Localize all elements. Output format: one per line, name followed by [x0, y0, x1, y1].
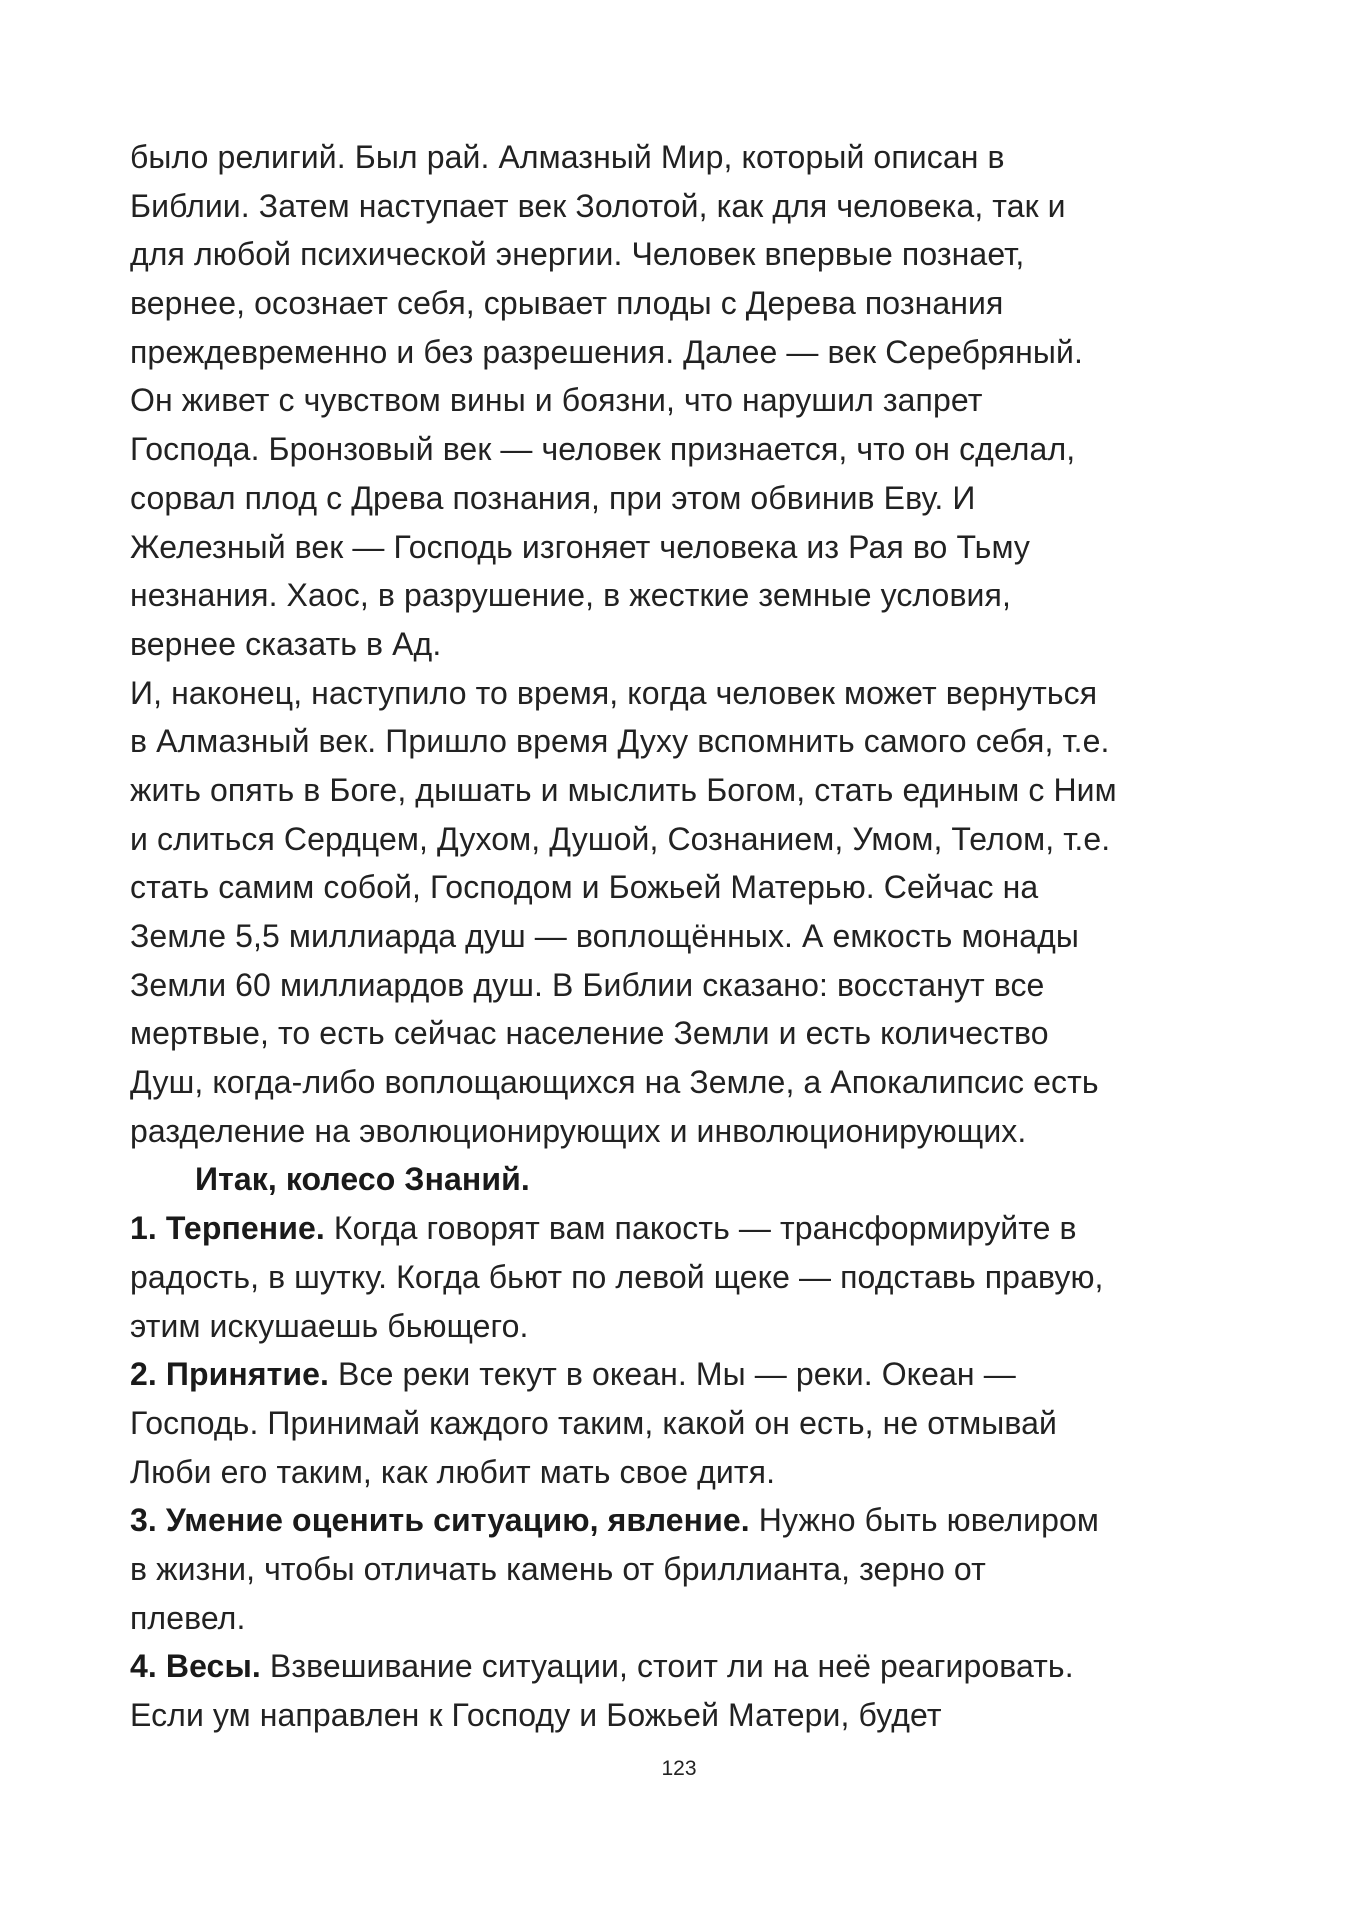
text-line: разделение на эволюционирующих и инволюционирующих. — [130, 1112, 1027, 1149]
text-line: Библии. Затем наступает век Золотой, как для человека, так и — [130, 187, 1066, 224]
text-line: Земли 60 миллиардов душ. В Библии сказано: восстанут все — [130, 966, 1045, 1003]
text-line: для любой психической энергии. Человек впервые познает, — [130, 236, 1025, 273]
text-line: вернее, осознает себя, срывает плоды с Дерева познания — [130, 285, 1004, 322]
text-line: Господа. Бронзовый век — человек признается, что он сделал, — [130, 431, 1076, 468]
text-line: было религий. Был рай. Алмазный Мир, который описан в — [130, 139, 1005, 175]
text-line: и слиться Сердцем, Духом, Душой, Сознанием, Умом, Телом, т.е. — [130, 820, 1111, 857]
text-line: в жизни, чтобы отличать камень от бриллианта, зерно от — [130, 1550, 986, 1587]
list-item-text: Взвешивание ситуации, стоит ли на неё реагировать. — [260, 1648, 1074, 1685]
list-item-terpenie — [130, 1204, 1240, 1253]
text-line: преждевременно и без разрешения. Далее — век Серебряный. — [130, 333, 1083, 370]
section-heading — [130, 1155, 1240, 1204]
text-line: незнания. Хаос, в разрушение, в жесткие земные условия, — [130, 577, 1011, 614]
text-line: мертвые, то есть сейчас население Земли и есть количество — [130, 1015, 1049, 1052]
list-item-text: Нужно быть ювелиром — [749, 1502, 1099, 1539]
list-item-title: 2. Принятие. — [130, 1356, 330, 1393]
text-line: Душ, когда-либо воплощающихся на Земле, а Апокалипсис есть — [130, 1064, 1099, 1101]
text-line: Люби его таким, как любит мать свое дитя. — [130, 1453, 776, 1490]
list-item-title: 3. Умение оценить ситуацию, явление. — [130, 1502, 750, 1539]
text-line: Железный век — Господь изгоняет человека из Рая во Тьму — [130, 528, 1031, 565]
text-line: этим искушаешь бьющего. — [130, 1307, 529, 1344]
list-item-text: Все реки текут в океан. Мы — реки. Океан — — [329, 1356, 1016, 1393]
text-line: Если ум направлен к Господу и Божьей Матери, будет — [130, 1697, 942, 1733]
text-line: стать самим собой, Господом и Божьей Матерью. Сейчас на — [130, 869, 1039, 906]
text-line: Он живет с чувством вины и боязни, что нарушил запрет — [130, 382, 983, 419]
text-line: плевел. — [130, 1599, 246, 1636]
text-line: сорвал плод с Древа познания, при этом обвинив Еву. И — [130, 479, 976, 516]
text-line: И, наконец, наступило то время, когда человек может вернуться — [130, 674, 1098, 711]
list-item-text: Когда говорят вам пакость — трансформируйте в — [324, 1210, 1077, 1247]
text-line: в Алмазный век. Пришло время Духу вспомнить самого себя, т.е. — [130, 723, 1110, 760]
section-heading-text: Итак, колесо Знаний. — [195, 1161, 530, 1198]
list-item-umenie — [130, 1496, 1240, 1545]
text-line: Земле 5,5 миллиарда душ — воплощённых. А емкость монады — [130, 918, 1079, 954]
list-item-title: 1. Терпение. — [130, 1210, 325, 1247]
page-number: 123 — [661, 1757, 697, 1780]
page-body-text — [130, 133, 1240, 1740]
text-line: Господь. Принимай каждого таким, какой он есть, не отмывай — [130, 1404, 1058, 1441]
list-item-prinyatie — [130, 1350, 1240, 1399]
text-line: вернее сказать в Ад. — [130, 625, 442, 662]
list-item-title: 4. Весы. — [130, 1648, 261, 1685]
text-line: жить опять в Боге, дышать и мыслить Богом, стать единым с Ним — [130, 771, 1117, 808]
text-line: радость, в шутку. Когда бьют по левой щеке — подставь правую, — [130, 1258, 1104, 1295]
list-item-vesy — [130, 1642, 1240, 1691]
